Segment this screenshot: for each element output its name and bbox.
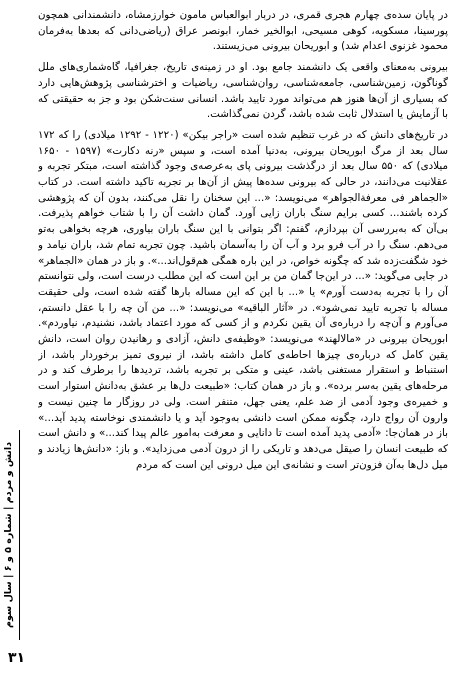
journal-running-title: دانش و مردم | شماره ۵ و ۶ | سال سوم: [3, 442, 14, 628]
article-paragraph: در پایان سده‌ی چهارم هجری قمری، در دربار ابوالعباس مامون خوارزمشاه، دانشمندانی همچون پورسینا، مسکویه، کوهی مسیحی، ابوالخیر خمار، ابونصر عراق (ریاضی‌دانی که بعدها به‌فرمان محمود غزنوی اعدام شد) و ابوریحان بیرونی می‌زیستند.: [38, 9, 448, 53]
margin-divider: [19, 430, 20, 640]
article-paragraph: در تاریخ‌های دانش که در غرب تنظیم شده است «راجر بیکن» (۱۲۲۰ - ۱۲۹۲ میلادی) را که ۱۷۲ سال بعد از مرگ ابوریحان بیرونی، به‌دنیا آمده است، و سپس «رنه دکارت» (۱۵۹۷ - ۱۶۵۰ میلادی) که ۵۵۰ سال بعد از درگذشت بیرونی پای به‌عرصه‌ی وجود گذاشته است، مبتکر تجربه و عقلانیت می‌دانند، در حالی که بیرونی سده‌ها پیش از آن‌ها بر تجربه تاکید داشته است. در کتاب «الجماهر فی معرفة‌الجواهر» می‌نویسد: «... این سخنان را نقل می‌کنند، بدون آن که پژوهشی کرده باشند... کسی برایم سنگ باران زایی آورد. گمان داشت آن را با شتاب خواهم پذیرفت. بی‌آن که به‌بررسی آن بپردازم، گفتم: اگر بتوانی با این سنگ باران بیاوری، هرچه بخواهی به‌تو می‌دهم. سنگ را در آب فرو برد و آب آن را به‌آسمان باشید. چون تجربه تمام شد، باران نیامد و خود شگفت‌زده شد که چگونه خواص، در این باره همگی هم‌قول‌اند...». و باز در همان «الجماهر» در جایی می‌گوید: «... در این‌جا گمان من بر این است که این مطلب درست است، ولی نتوانستم آن را با تجربه به‌دست آورم» یا «... با این که این مساله بارها گفته شده است، ولی حقیقت مساله با تجربه تایید نمی‌شود». در «آثار الباقیه» می‌نویسد: «... من آن چه را با عقل دانستم، می‌آورم و آن‌چه را درباره‌ی آن یقین نکردم و از کسی که مورد اعتماد باشد، نشنیدم، نیاوردم». ابوریحان بیرونی در «مالالهند» می‌نویسد: «وظیفه‌ی دانش، آزادی و رهانیدن روان است، دانش یقین کامل که درباره‌ی چیزها احاطه‌ی کامل داشته باشد، از نیروی تمیز برخوردار باشد، از استنباط و استقرار مستغنی باشد، عینی و متکی بر تجربه باشد، تردیدها را برطرف کند و در مرحله‌های یقین به‌سر برده». و باز در همان کتاب: «طبیعت دل‌ها بر عشق به‌دانش استوار است و خمیره‌ی وجود آدمی از ضد علم، یعنی جهل، متنفر است. ولی در روزگار ما چنین نیست و وارون آن رواج دارد، چگونه ممکن است دانشی به‌وجود آید و یا دانشمندی نوخاسته پدید آید...» باز در همان‌جا: «آدمی پدید آمده است تا دانایی و معرفت به‌امور عالم پیدا کند...» و دانش است که طبیعت انسان را صیقل می‌دهد و تاریکی را از درون آدمی می‌زداید». و باز: «دانش‌ها زیادند و میل دل‌ها به‌آن فزون‌تر است و نشانه‌ی این میل درونی این است که مردم: [38, 128, 448, 471]
article-body: [38, 8, 448, 638]
page-number: ۳۱: [8, 650, 26, 666]
article-paragraph: بیرونی به‌معنای واقعی یک دانشمند جامع بود. او در زمینه‌ی تاریخ، جغرافیا، گاه‌شماری‌های ملل گوناگون، زمین‌شناسی، جامعه‌شناسی، روان‌شناسی، ریاضیات و اخترشناسی پژوهش‌هایی دارد که بسیاری از آن‌ها هنوز هم می‌تواند مورد تایید باشد. انسانی سنت‌شکن بود و جز به حقیقتی که با آزمایش یا استدلال ثابت شده باشد، گردن نمی‌گذاشت.: [38, 61, 448, 121]
